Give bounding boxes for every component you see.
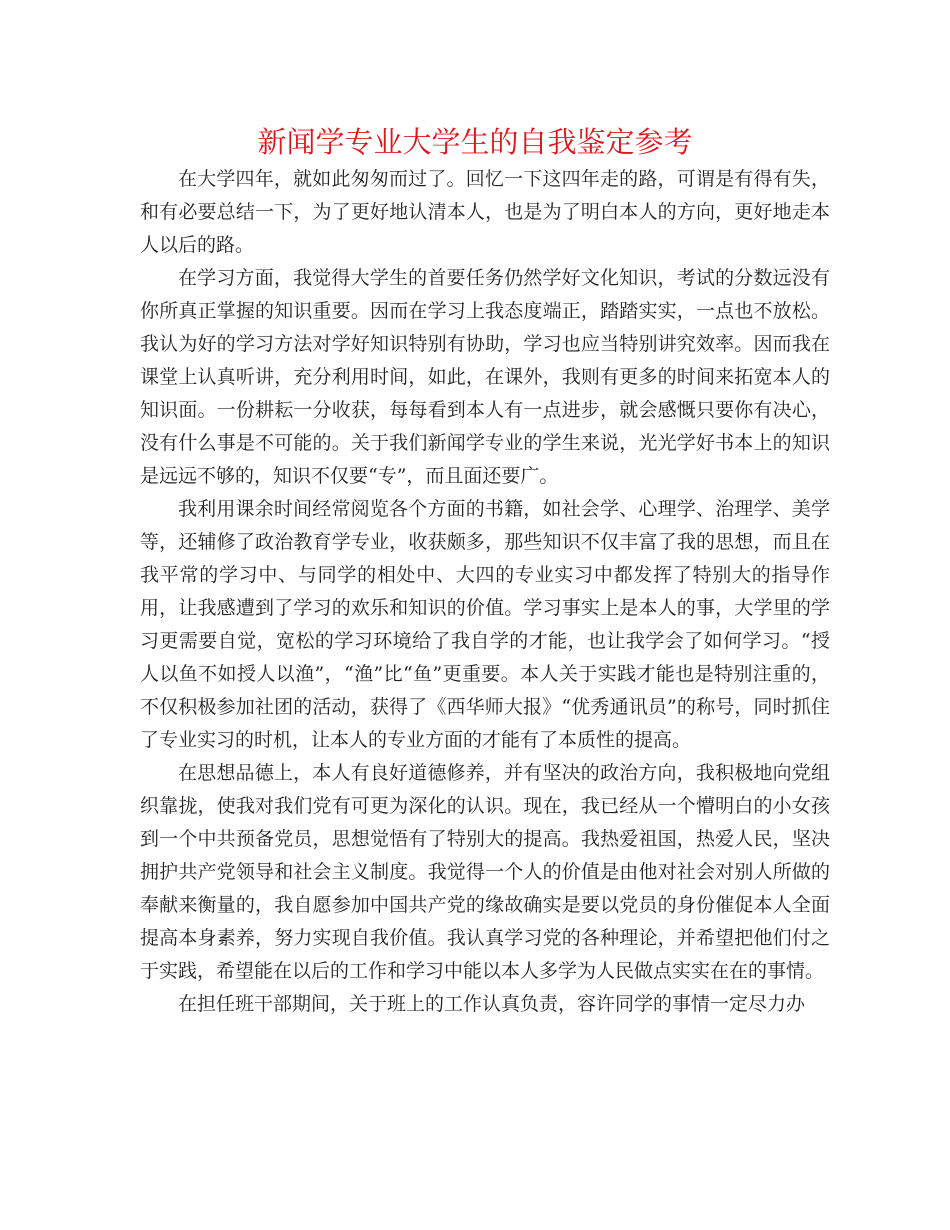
- paragraph-2: 在学习方面，我觉得大学生的首要任务仍然学好文化知识，考试的分数远没有你所真正掌握的知识重要。因而在学习上我态度端正，踏踏实实，一点也不放松。我认为好的学习方法对学好知识特别有协助，学习也应当特别讲究效率。因而我在课堂上认真听讲，充分利用时间，如此，在课外，我则有更多的时间来拓宽本人的知识面。一份耕耘一分收获，每每看到本人有一点进步，就会感慨只要你有决心，没有什么事是不可能的。关于我们新闻学专业的学生来说，光光学好书本上的知识是远远不够的，知识不仅要“专”，而且面还要广。: [140, 267, 830, 487]
- document-title: 新闻学专业大学生的自我鉴定参考: [257, 125, 693, 159]
- paragraph-5: 在担任班干部期间，关于班上的工作认真负责，容许同学的事情一定尽力办: [178, 993, 806, 1015]
- document-body: [140, 163, 830, 1021]
- paragraph-4: 在思想品德上，本人有良好道德修养，并有坚决的政治方向，我积极地向党组织靠拢，使我对我们党有可更为深化的认识。现在，我已经从一个懵明白的小女孩到一个中共预备党员，思想觉悟有了特别大的提高。我热爱祖国，热爱人民，坚决拥护共产党领导和社会主义制度。我觉得一个人的价值是由他对社会对别人所做的奉献来衡量的，我自愿参加中国共产党的缘故确实是要以党员的身份催促本人全面提高本身素养，努力实现自我价值。我认真学习党的各种理论，并希望把他们付之于实践，希望能在以后的工作和学习中能以本人多学为人民做点实实在在的事情。: [140, 762, 830, 982]
- paragraph-3: 我利用课余时间经常阅览各个方面的书籍，如社会学、心理学、治理学、美学等，还辅修了政治教育学专业，收获颇多，那些知识不仅丰富了我的思想，而且在我平常的学习中、与同学的相处中、大四的专业实习中都发挥了特别大的指导作用，让我感遭到了学习的欢乐和知识的价值。学习事实上是本人的事，大学里的学习更需要自觉，宽松的学习环境给了我自学的才能，也让我学会了如何学习。“授人以鱼不如授人以渔”，“渔”比“鱼”更重要。本人关于实践才能也是特别注重的，不仅积极参加社团的活动，获得了《西华师大报》“优秀通讯员”的称号，同时抓住了专业实习的时机，让本人的专业方面的才能有了本质性的提高。: [140, 498, 830, 751]
- paragraph-1: 在大学四年，就如此匆匆而过了。回忆一下这四年走的路，可谓是有得有失，和有必要总结一下，为了更好地认清本人，也是为了明白本人的方向，更好地走本人以后的路。: [140, 168, 830, 256]
